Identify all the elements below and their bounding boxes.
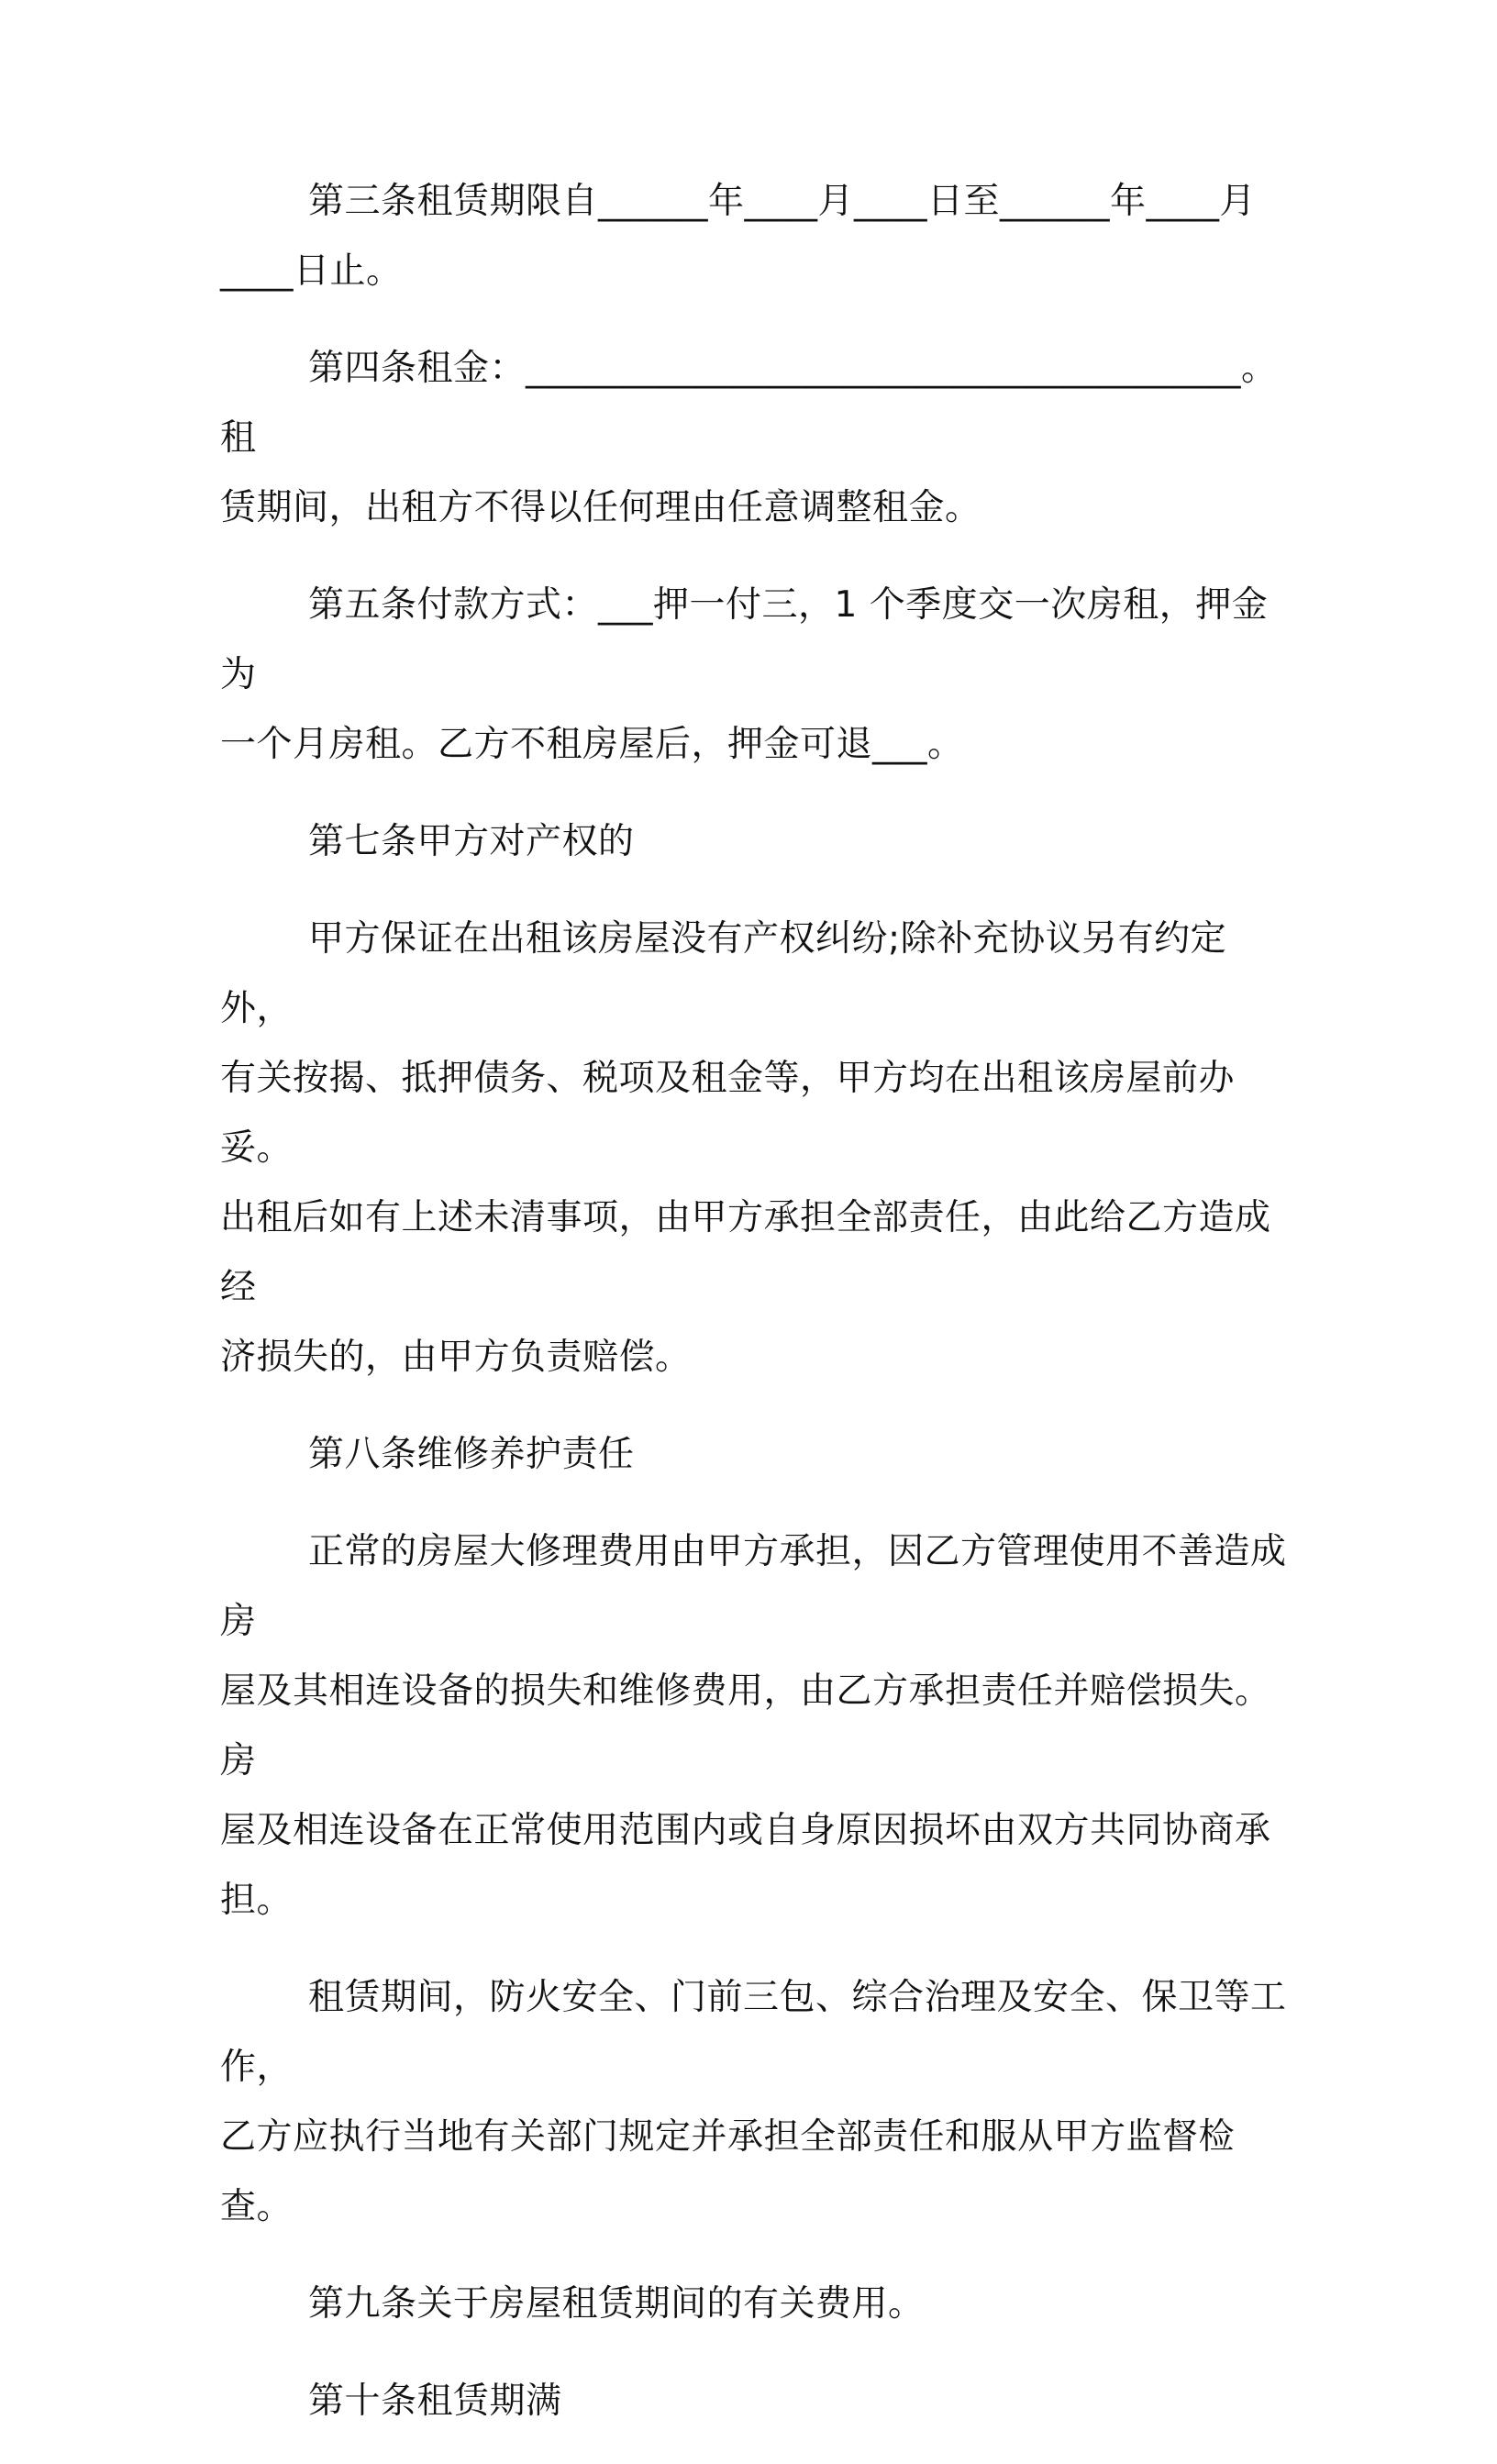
article-5-line-2: 一个月房租。乙方不租房屋后，押金可退___。	[220, 724, 964, 765]
article-8-heading	[220, 1420, 1293, 1490]
article-7-heading-text: 第七条甲方对产权的	[308, 821, 635, 862]
article-3-paragraph	[220, 167, 1293, 306]
article-7-body-paragraph	[220, 905, 1293, 1393]
article-8-heading-text: 第八条维修养护责任	[308, 1434, 635, 1475]
article-8-body-line-1: 正常的房屋大修理费用由甲方承担，因乙方管理使用不善造成房	[220, 1531, 1287, 1642]
article-4-line-1: 第四条租金：_______________________________________。租	[220, 348, 1278, 459]
article-8-safety-paragraph	[220, 1963, 1293, 2242]
article-7-body-line-4: 济损失的，由甲方负责赔偿。	[220, 1337, 692, 1378]
article-10-text: 第十条租赁期满	[308, 2381, 562, 2422]
article-5-paragraph	[220, 571, 1293, 780]
article-9-text: 第九条关于房屋租赁期间的有关费用。	[308, 2283, 925, 2325]
article-7-body-line-3: 出租后如有上述未清事项，由甲方承担全部责任，由此给乙方造成经	[220, 1197, 1271, 1308]
article-8-body-line-3: 屋及相连设备在正常使用范围内或自身原因损坏由双方共同协商承担。	[220, 1810, 1271, 1921]
article-5-line-1: 第五条付款方式：___押一付三，1 个季度交一次房租，押金为	[220, 584, 1269, 695]
article-4-line-2: 赁期间，出租方不得以任何理由任意调整租金。	[220, 487, 981, 528]
article-7-body-line-2: 有关按揭、抵押债务、税项及租金等，甲方均在出租该房屋前办妥。	[220, 1058, 1236, 1169]
article-7-heading	[220, 807, 1293, 877]
article-8-safety-line-1: 租赁期间，防火安全、门前三包、综合治理及安全、保卫等工作，	[220, 1977, 1287, 2088]
article-8-body-line-2: 屋及其相连设备的损失和维修费用，由乙方承担责任并赔偿损失。房	[220, 1670, 1271, 1781]
article-3-line-1: 第三条租赁期限自______年____月____日至______年____月	[308, 181, 1257, 222]
article-3-line-2: ____日止。	[220, 250, 403, 292]
document-body	[220, 167, 1293, 2464]
article-10-paragraph	[220, 2367, 1293, 2436]
article-8-safety-line-2: 乙方应执行当地有关部门规定并承担全部责任和服从甲方监督检查。	[220, 2116, 1236, 2227]
article-8-body-paragraph	[220, 1517, 1293, 1936]
article-9-paragraph	[220, 2270, 1293, 2339]
article-4-paragraph	[220, 334, 1293, 543]
article-7-body-line-1: 甲方保证在出租该房屋没有产权纠纷;除补充协议另有约定外，	[220, 918, 1227, 1029]
